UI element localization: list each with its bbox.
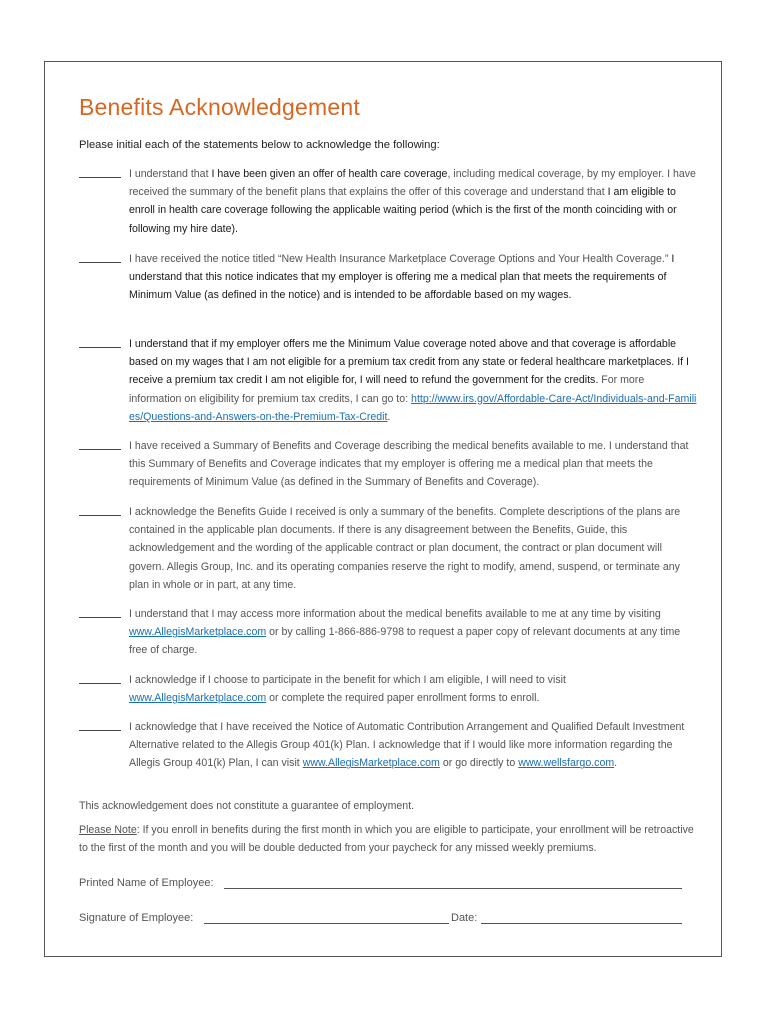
statement-plain: or go directly to <box>439 757 519 770</box>
disclaimer-text: This acknowledgement does not constitute a guarantee of employment. <box>79 800 415 812</box>
statement-2 <box>79 250 699 305</box>
statement-4 <box>79 437 699 492</box>
document-title: Benefits Acknowledgement <box>79 94 360 120</box>
statement-bold: I am eligible to enroll in health care coverage following the applicable waiting period (which is the first of the month coinciding with or following my hire date). <box>129 186 677 235</box>
statement-text <box>129 335 699 426</box>
statement-text <box>129 165 699 238</box>
initial-blank[interactable] <box>79 515 121 516</box>
signature-label: Signature of Employee: <box>79 912 194 924</box>
statement-plain: . <box>387 410 391 423</box>
initial-blank[interactable] <box>79 347 121 348</box>
statement-plain: or by calling 1-866-886-9798 to request a paper copy of relevant documents at any time free of charge. <box>129 626 681 657</box>
signature-field[interactable] <box>204 923 449 924</box>
allegis-marketplace-link[interactable]: www.AllegisMarketplace.com <box>302 757 440 770</box>
statement-6 <box>79 605 699 660</box>
initial-blank[interactable] <box>79 177 121 178</box>
statement-bold: I have been given an offer of health care coverage <box>211 168 448 180</box>
please-note <box>79 821 704 857</box>
statement-bold: I understand that this notice indicates that my employer is offering me a medical plan that meets the requirements of Minimum Value (as defined in the notice) and is intended to be affordable based on my wages. <box>129 253 675 302</box>
please-note-text: : If you enroll in benefits during the first month in which you are eligible to participate, your enrollment will be retroactive to the first of the month and you will be double deducted from your paycheck for any missed weekly premiums. <box>79 824 694 855</box>
statement-8 <box>79 718 699 773</box>
allegis-marketplace-link[interactable]: www.AllegisMarketplace.com <box>129 692 267 705</box>
statement-text: I have received a Summary of Benefits and Coverage describing the medical benefits available to me. I understand that this Summary of Benefits and Coverage indicates that my employer is offering me a medical plan that meets the requirements of Minimum Value (as defined in the Summary of Benefits and Coverage). <box>129 440 689 489</box>
statement-plain: I have received the notice titled “New Health Insurance Marketplace Coverage Options and Your Health Coverage.” <box>129 253 672 265</box>
statement-plain: , including medical coverage, by my employer. I have received the summary of the benefit plans that explains the offer of this coverage and understand that <box>129 168 696 199</box>
statement-plain: or complete the required paper enrollment forms to enroll. <box>266 692 540 705</box>
allegis-marketplace-link[interactable]: www.AllegisMarketplace.com <box>129 626 267 639</box>
statement-plain: . <box>614 757 618 770</box>
initial-blank[interactable] <box>79 617 121 618</box>
initial-blank[interactable] <box>79 449 121 450</box>
date-field[interactable] <box>481 923 682 924</box>
statement-plain: I acknowledge that I have received the Notice of Automatic Contribution Arrangement and Qualified Default Investment Alternative related to the Allegis Group 401(k) Plan. I acknowledge that if I would like more information regarding the Allegis Group 401(k) Plan, I can visit <box>129 721 685 770</box>
date-label: Date: <box>451 912 478 924</box>
wellsfargo-link[interactable]: www.wellsfargo.com <box>518 757 615 770</box>
initial-blank[interactable] <box>79 730 121 731</box>
statement-1 <box>79 165 699 238</box>
statement-text <box>129 605 699 660</box>
statement-7 <box>79 671 699 707</box>
statement-text <box>129 718 699 773</box>
statement-bold: I understand that if my employer offers me the Minimum Value coverage noted above and that coverage is affordable based on my wages that I am not eligible for a premium tax credit from any state or federal healthcare marketplaces. If I receive a premium tax credit I am not eligible for, I will need to refund the government for the credits. <box>129 338 689 387</box>
please-note-label: Please Note <box>79 824 137 836</box>
statement-text <box>129 250 699 305</box>
statement-plain: I understand that I may access more information about the medical benefits available to me at any time by visiting <box>129 608 661 620</box>
statement-text: I acknowledge the Benefits Guide I received is only a summary of the benefits. Complete descriptions of the plans are contained in the applicable plan documents. If there is any disagreement between the Benefits, Guide, this acknowledgement and the wording of the applicable contract or plan document, the contract or plan document will govern. Allegis Group, Inc. and its operating companies reserve the right to modify, amend, suspend, or terminate any plan in whole or in part, at any time. <box>129 506 681 591</box>
initial-blank[interactable] <box>79 262 121 263</box>
intro-text: Please initial each of the statements below to acknowledge the following: <box>79 139 440 151</box>
irs-link[interactable]: http://www.irs.gov/Affordable-Care-Act/Individuals-and-Families/Questions-and-Answers-on-the-Premium-Tax-Credit <box>129 392 697 423</box>
initial-blank[interactable] <box>79 683 121 684</box>
statement-5 <box>79 503 699 594</box>
printed-name-field[interactable] <box>224 888 682 889</box>
printed-name-label: Printed Name of Employee: <box>79 877 214 889</box>
statement-3 <box>79 335 699 426</box>
statement-text <box>129 671 699 707</box>
statement-plain: I understand that <box>129 168 212 180</box>
statement-plain: For more information on eligibility for premium tax credits, I can go to: <box>129 374 645 405</box>
statement-plain: I acknowledge if I choose to participate in the benefit for which I am eligible, I will need to visit <box>129 674 566 686</box>
